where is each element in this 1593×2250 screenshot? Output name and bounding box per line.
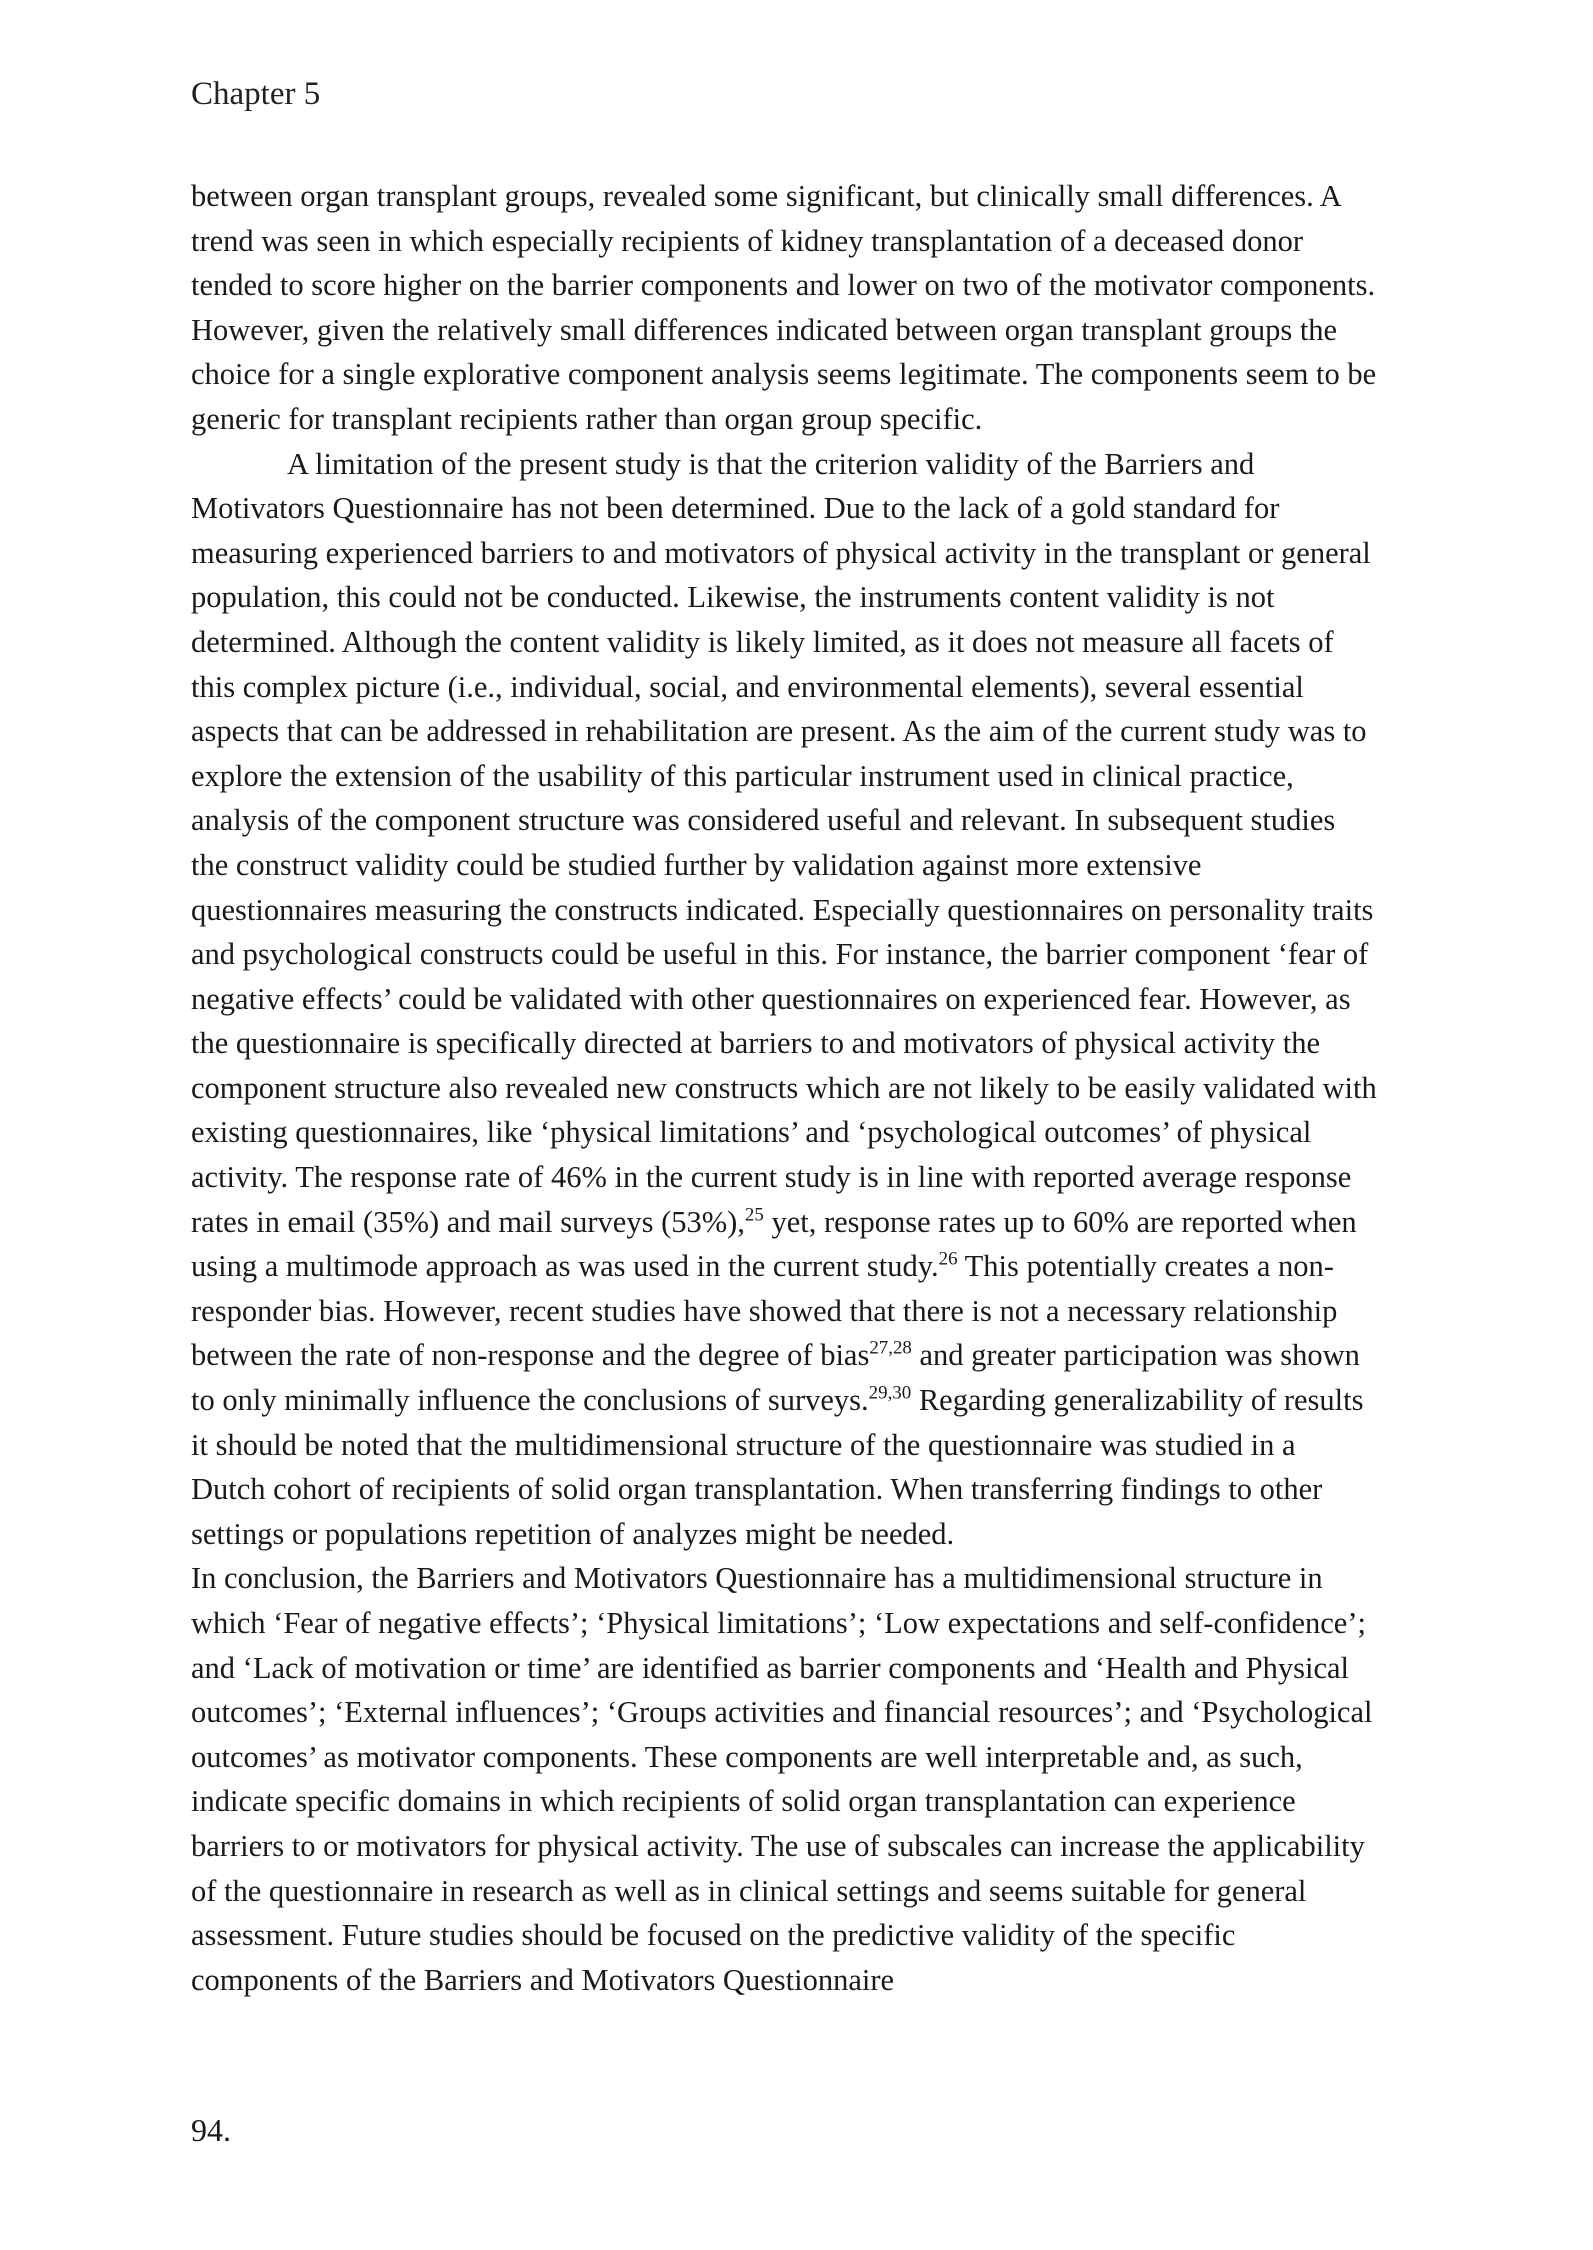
body-text <box>191 174 1377 2002</box>
citation-superscript: 25 <box>744 1203 764 1225</box>
paragraph-conclusion: In conclusion, the Barriers and Motivators Questionnaire has a multidimensional structure in which ‘Fear of negative effects’; ‘Physical limitations’; ‘Low expectations and self-confidence’; and ‘Lack of motivation or time’ are identified as barrier components and ‘Health and Physical outcomes’; ‘External influences’; ‘Groups activities and financial resources’; and ‘Psychological outcomes’ as motivator components. These components are well interpretable and, as such, indicate specific domains in which recipients of solid organ transplantation can experience barriers to or motivators for physical activity. The use of subscales can increase the applicability of the questionnaire in research as well as in clinical settings and seems suitable for general assessment. Future studies should be focused on the predictive validity of the specific components of the Barriers and Motivators Questionnaire <box>191 1561 1373 1997</box>
citation-superscript: 27,28 <box>869 1337 912 1359</box>
paragraph-organ-group-differences: between organ transplant groups, revealed some significant, but clinically small differences. A trend was seen in which especially recipients of kidney transplantation of a deceased donor tended to score higher on the barrier components and lower on two of the motivator components. However, given the relatively small differences indicated between organ transplant groups the choice for a single explorative component analysis seems legitimate. The components seem to be generic for transplant recipients rather than organ group specific. <box>191 179 1377 436</box>
limitations-text-part-3: This potentially creates a non-responder bias. However, recent studies have showed that there is not a necessary relationship between the rate of non-response and the degree of bias <box>191 1249 1338 1373</box>
limitations-text-part-2: yet, response rates up to 60% are reported when using a multimode approach as was used in the current study. <box>191 1204 1357 1284</box>
running-head: Chapter 5 <box>191 76 321 112</box>
paragraph-limitations <box>191 442 1377 1557</box>
citation-superscript: 29,30 <box>868 1382 912 1404</box>
citation-superscript: 26 <box>938 1248 958 1270</box>
page-number: 94. <box>191 2112 231 2148</box>
limitations-text-part-1: A limitation of the present study is that the criterion validity of the Barriers and Motivators Questionnaire has not been determined. Due to the lack of a gold standard for measuring experienced barriers to and motivators of physical activity in the transplant or general population, this could not be conducted. Likewise, the instruments content validity is not determined. Although the content validity is likely limited, as it does not measure all facets of this complex picture (i.e., individual, social, and environmental elements), several essential aspects that can be addressed in rehabilitation are present. As the aim of the current study was to explore the extension of the usability of this particular instrument used in clinical practice, analysis of the component structure was considered useful and relevant. In subsequent studies the construct validity could be studied further by validation against more extensive questionnaires measuring the constructs indicated. Especially questionnaires on personality traits and psychological constructs could be useful in this. For instance, the barrier component ‘fear of negative effects’ could be validated with other questionnaires on experienced fear. However, as the questionnaire is specifically directed at barriers to and motivators of physical activity the component structure also revealed new constructs which are not likely to be easily validated with existing questionnaires, like ‘physical limitations’ and ‘psychological outcomes’ of physical activity. The response rate of 46% in the current study is in line with reported average response rates in email (35%) and mail surveys (53%), <box>191 446 1377 1239</box>
limitations-text-part-4: and greater participation was shown to only minimally influence the conclusions of surveys. <box>191 1338 1360 1418</box>
limitations-text-part-5: Regarding generalizability of results it should be noted that the multidimensional structure of the questionnaire was studied in a Dutch cohort of recipients of solid organ transplantation. When transferring findings to other settings or populations repetition of analyzes might be needed. <box>191 1383 1364 1551</box>
